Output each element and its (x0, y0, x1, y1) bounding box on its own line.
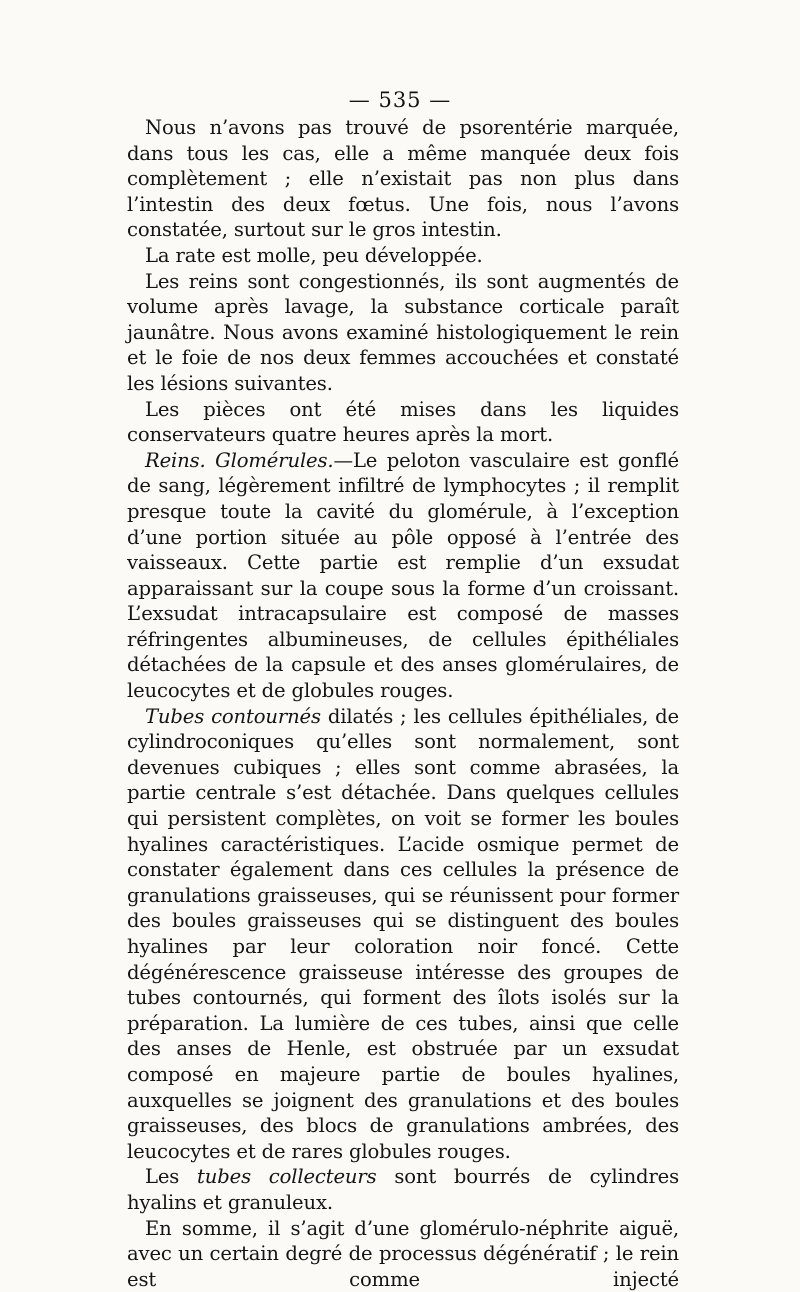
italic-run: tubes collecteurs (197, 1165, 377, 1189)
italic-run: Reins. Glomérules. (145, 448, 334, 472)
text-run: dilatés ; les cellules épithéliales, de cylindroconiques qu’elles sont normalement, sont devenues cubiques ; elles sont comme abrasées, la partie centrale s’est détachée. Dans quelques cellules qui persistent complètes, on voit se former les boules hyalines caractéristiques. L’acide osmique permet de constater également dans ces cellules la présence de granulations graisseuses, qui se réunissent pour former des boules graisseuses qui se distinguent des boules hyalines par leur coloration noir foncé. Cette dégénérescence graisseuse intéresse des groupes de tubes contournés, qui forment des îlots isolés sur la préparation. La lumière de ces tubes, ainsi que celle des anses de Henle, est obstruée par un exsudat composé en majeure partie de boules hyalines, auxquelles se joignent des granulations et des boules graisseuses, des blocs de granulations ambrées, des leucocytes et de rares globules rouges. (127, 704, 679, 1163)
text-run: La rate est molle, peu développée. (145, 243, 483, 267)
text-run: Les reins sont congestionnés, ils sont augmentés de volume après lavage, la substance corticale paraît jaunâtre. Nous avons examiné histologiquement le rein et le foie de nos deux femmes accouchées et constaté les lésions suivantes. (127, 269, 679, 395)
paragraph (127, 1216, 679, 1292)
paragraph (127, 397, 679, 448)
page-number: — 535 — (348, 88, 452, 112)
paragraph (127, 269, 679, 397)
body-text (127, 115, 679, 1292)
text-run: sont bourrés de cylindres hyalins et granuleux. (127, 1165, 680, 1214)
text-run: —Le peloton vasculaire est gonflé de sang, légèrement infiltré de lymphocytes ; il remplit presque toute la cavité du glomérule, à l’exception d’une portion située au pôle opposé à l’entrée des vaisseaux. Cette partie est remplie d’un exsudat apparaissant sur la coupe sous la forme d’un croissant. L’exsudat intracapsulaire est composé de masses réfringentes albumineuses, de cellules épithéliales détachées de la capsule et des anses glomérulaires, de leucocytes et de globules rouges. (127, 448, 680, 703)
text-run: Nous n’avons pas trouvé de psorentérie marquée, dans tous les cas, elle a même manquée deux fois complètement ; elle n’existait pas non plus dans l’intestin des deux fœtus. Une fois, nous l’avons constatée, surtout sur le gros intestin. (127, 116, 679, 242)
italic-run: Tubes contournés (145, 704, 321, 728)
text-run: Les (145, 1165, 198, 1189)
paragraph (127, 1164, 679, 1215)
text-run: En somme, il s’agit d’une glomérulo-néphrite aiguë, avec un certain degré de processus dégénératif ; le rein est comme injecté (127, 1216, 679, 1291)
paragraph (127, 243, 679, 269)
paragraph (127, 115, 679, 243)
paragraph (127, 448, 679, 704)
text-run: Les pièces ont été mises dans les liquides conservateurs quatre heures après la mort. (127, 397, 679, 447)
paragraph (127, 704, 679, 1165)
